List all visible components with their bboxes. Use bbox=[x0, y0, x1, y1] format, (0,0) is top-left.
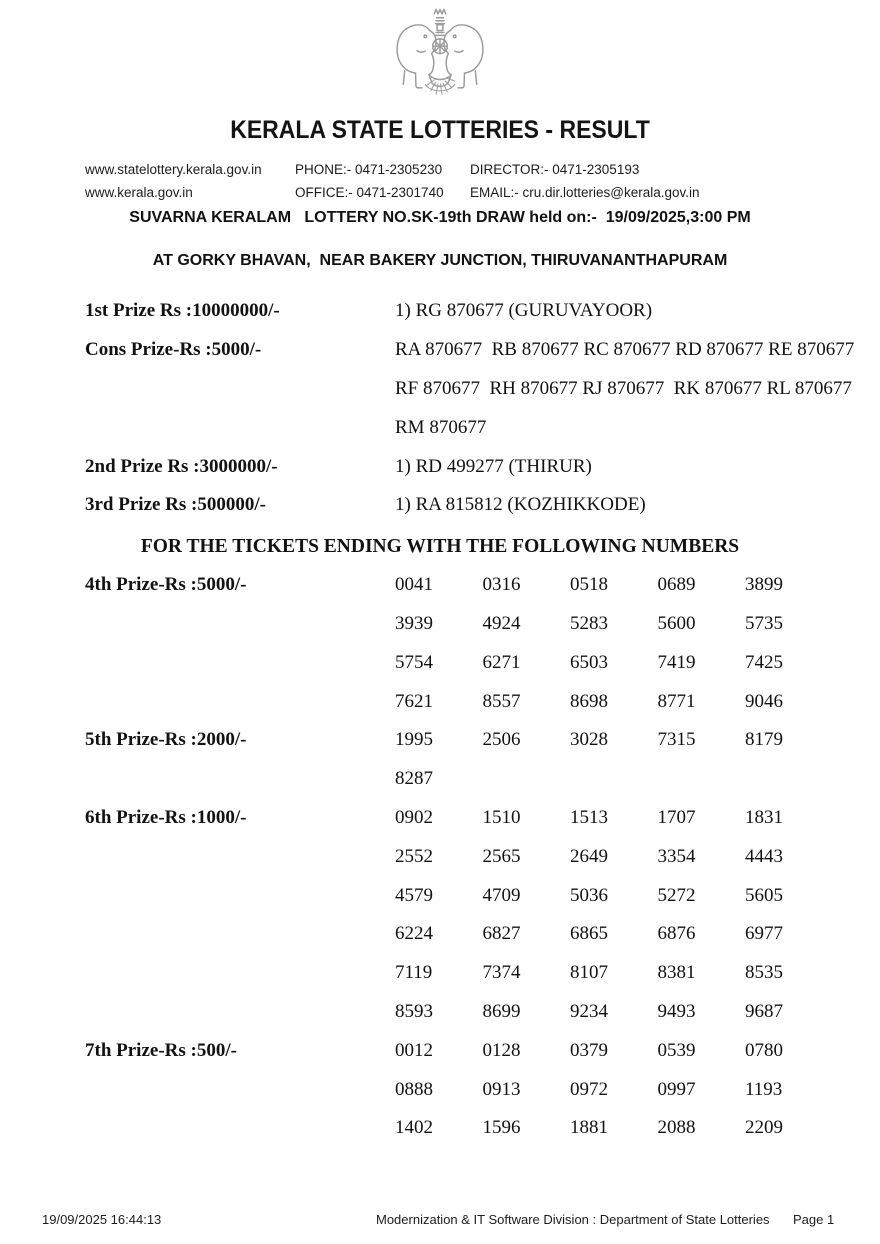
ticket-number: 3354 bbox=[657, 845, 696, 867]
footer-page-number: Page 1 bbox=[793, 1212, 835, 1227]
ticket-number: 1402 bbox=[395, 1117, 433, 1139]
footer-timestamp: 19/09/2025 16:44:13 bbox=[42, 1212, 162, 1227]
prize-value: 1) RG 870677 (GURUVAYOOR) bbox=[395, 300, 653, 322]
contact-item: EMAIL:- cru.dir.lotteries@kerala.gov.in bbox=[470, 185, 700, 200]
ticket-number: 8381 bbox=[657, 962, 696, 984]
ticket-number-row bbox=[395, 962, 833, 984]
prize-value: 1) RD 499277 (THIRUR) bbox=[395, 455, 592, 477]
ticket-number: 2209 bbox=[745, 1117, 783, 1139]
section-heading: FOR THE TICKETS ENDING WITH THE FOLLOWING NUMBERS bbox=[140, 535, 740, 557]
ticket-number: 0997 bbox=[657, 1078, 696, 1100]
ticket-number: 3899 bbox=[745, 574, 783, 596]
ticket-number: 5272 bbox=[657, 884, 696, 906]
ticket-number: 9046 bbox=[745, 690, 783, 712]
prize-value: RM 870677 bbox=[395, 416, 487, 438]
ticket-number: 0780 bbox=[745, 1039, 783, 1061]
ticket-number: 6865 bbox=[570, 923, 608, 945]
ticket-number: 9687 bbox=[745, 1000, 783, 1022]
ticket-number: 6827 bbox=[482, 923, 521, 945]
ticket-number: 6876 bbox=[657, 923, 696, 945]
ending-prize-row bbox=[85, 605, 880, 644]
ending-prize-row bbox=[85, 682, 880, 721]
contact-item: www.kerala.gov.in bbox=[85, 185, 193, 200]
ticket-number: 4443 bbox=[745, 845, 783, 867]
ending-prize-row bbox=[85, 566, 880, 605]
prize-value: RF 870677 RH 870677 RJ 870677 RK 870677 RL 870677 bbox=[395, 377, 852, 399]
ticket-number: 1513 bbox=[570, 806, 608, 828]
ticket-number: 5283 bbox=[570, 612, 608, 634]
ticket-number: 0888 bbox=[395, 1078, 433, 1100]
ending-prize-row bbox=[85, 799, 880, 838]
ticket-number: 8287 bbox=[395, 768, 433, 790]
ticket-number-row bbox=[395, 768, 833, 790]
ticket-number-row bbox=[395, 729, 833, 751]
ending-prize-row bbox=[85, 954, 880, 993]
prize-label: 5th Prize-Rs :2000/- bbox=[85, 729, 247, 751]
ticket-number: 0913 bbox=[482, 1078, 521, 1100]
ticket-number: 4709 bbox=[482, 884, 521, 906]
ending-prize-row bbox=[85, 1031, 880, 1070]
ticket-number: 2088 bbox=[657, 1117, 696, 1139]
ticket-number: 7315 bbox=[657, 729, 696, 751]
ending-prizes bbox=[0, 566, 880, 1148]
kerala-government-emblem bbox=[382, 6, 498, 106]
ticket-number-row bbox=[395, 1040, 833, 1062]
ticket-number: 8699 bbox=[482, 1000, 521, 1022]
ticket-number-row bbox=[395, 652, 833, 674]
ticket-number: 1596 bbox=[482, 1117, 521, 1139]
ticket-number: 5036 bbox=[570, 884, 608, 906]
ticket-number-row bbox=[395, 923, 833, 945]
ticket-number: 9234 bbox=[570, 1000, 608, 1022]
ticket-number: 7425 bbox=[745, 651, 783, 673]
top-prizes bbox=[0, 292, 880, 525]
prize-row bbox=[85, 292, 880, 331]
prize-label: Cons Prize-Rs :5000/- bbox=[85, 339, 262, 361]
ticket-number: 6977 bbox=[745, 923, 783, 945]
page-title: KERALA STATE LOTTERIES - RESULT bbox=[230, 116, 650, 144]
ticket-number-row bbox=[395, 1117, 833, 1139]
ticket-number: 0539 bbox=[657, 1039, 696, 1061]
ticket-number: 6271 bbox=[482, 651, 521, 673]
ending-prize-row bbox=[85, 915, 880, 954]
draw-info: SUVARNA KERALAM LOTTERY NO.SK-19th DRAW held on:- 19/09/2025,3:00 PM bbox=[129, 209, 751, 226]
ending-prize-row bbox=[85, 837, 880, 876]
ticket-number: 0128 bbox=[482, 1039, 521, 1061]
ticket-number: 8557 bbox=[482, 690, 521, 712]
ending-prize-row bbox=[85, 876, 880, 915]
ticket-number: 2565 bbox=[482, 845, 521, 867]
ticket-number: 5605 bbox=[745, 884, 783, 906]
prize-label: 7th Prize-Rs :500/- bbox=[85, 1039, 237, 1061]
ticket-number: 0902 bbox=[395, 806, 433, 828]
ticket-number: 6503 bbox=[570, 651, 608, 673]
prize-label: 6th Prize-Rs :1000/- bbox=[85, 806, 247, 828]
prize-row bbox=[85, 447, 880, 486]
ticket-number: 0316 bbox=[482, 574, 521, 596]
ticket-number: 0041 bbox=[395, 574, 433, 596]
ticket-number: 8179 bbox=[745, 729, 783, 751]
ticket-number-row bbox=[395, 574, 833, 596]
ticket-number: 1831 bbox=[745, 806, 783, 828]
ticket-number: 5735 bbox=[745, 612, 783, 634]
contact-block bbox=[0, 162, 880, 200]
ticket-number-row bbox=[395, 613, 833, 635]
ticket-number: 7621 bbox=[395, 690, 433, 712]
ticket-number: 9493 bbox=[657, 1000, 696, 1022]
contact-item: OFFICE:- 0471-2301740 bbox=[295, 185, 444, 200]
ticket-number: 8107 bbox=[570, 962, 608, 984]
prize-row bbox=[85, 408, 880, 447]
prize-label: 4th Prize-Rs :5000/- bbox=[85, 574, 247, 596]
prize-value: RA 870677 RB 870677 RC 870677 RD 870677 RE 870677 bbox=[395, 339, 855, 361]
prize-label: 3rd Prize Rs :500000/- bbox=[85, 494, 266, 516]
ticket-number: 0518 bbox=[570, 574, 608, 596]
prize-value: 1) RA 815812 (KOZHIKKODE) bbox=[395, 494, 646, 516]
ticket-number: 3939 bbox=[395, 612, 433, 634]
ticket-number: 2649 bbox=[570, 845, 608, 867]
ticket-number: 1881 bbox=[570, 1117, 608, 1139]
ticket-number: 2552 bbox=[395, 845, 433, 867]
ending-prize-row bbox=[85, 760, 880, 799]
ending-prize-row bbox=[85, 993, 880, 1032]
ticket-number: 2506 bbox=[482, 729, 521, 751]
contact-item: DIRECTOR:- 0471-2305193 bbox=[470, 162, 640, 177]
ticket-number-row bbox=[395, 846, 833, 868]
ticket-number: 8698 bbox=[570, 690, 608, 712]
prize-label: 1st Prize Rs :10000000/- bbox=[85, 300, 280, 322]
ticket-number: 1510 bbox=[482, 806, 521, 828]
ticket-number: 7119 bbox=[395, 962, 433, 984]
ending-prize-row bbox=[85, 643, 880, 682]
ticket-number: 1193 bbox=[745, 1078, 783, 1100]
ticket-number: 1995 bbox=[395, 729, 433, 751]
ending-prize-row bbox=[85, 1070, 880, 1109]
venue: AT GORKY BHAVAN, NEAR BAKERY JUNCTION, THIRUVANANTHAPURAM bbox=[152, 252, 728, 269]
ticket-number-row bbox=[395, 807, 833, 829]
ending-prize-row bbox=[85, 1109, 880, 1148]
ticket-number: 1707 bbox=[657, 806, 696, 828]
ticket-number: 0379 bbox=[570, 1039, 608, 1061]
emblem-container bbox=[0, 0, 880, 112]
prize-row bbox=[85, 486, 880, 525]
ticket-number: 5600 bbox=[657, 612, 696, 634]
ticket-number-row bbox=[395, 1001, 833, 1023]
ticket-number: 4924 bbox=[482, 612, 521, 634]
ticket-number: 4579 bbox=[395, 884, 433, 906]
ticket-number: 5754 bbox=[395, 651, 433, 673]
ticket-number: 7374 bbox=[482, 962, 521, 984]
ticket-number: 8771 bbox=[657, 690, 696, 712]
ticket-number: 8535 bbox=[745, 962, 783, 984]
ticket-number: 6224 bbox=[395, 923, 433, 945]
ticket-number: 8593 bbox=[395, 1000, 433, 1022]
ticket-number: 7419 bbox=[657, 651, 696, 673]
ticket-number-row bbox=[395, 1079, 833, 1101]
footer bbox=[0, 1212, 880, 1232]
ticket-number: 0012 bbox=[395, 1039, 433, 1061]
ticket-number: 3028 bbox=[570, 729, 608, 751]
prize-row bbox=[85, 331, 880, 370]
ticket-number: 0689 bbox=[657, 574, 696, 596]
contact-item: PHONE:- 0471-2305230 bbox=[295, 162, 443, 177]
ticket-number-row bbox=[395, 691, 833, 713]
contact-item: www.statelottery.kerala.gov.in bbox=[85, 162, 262, 177]
footer-division: Modernization & IT Software Division : Department of State Lotteries bbox=[376, 1212, 770, 1227]
ticket-number-row bbox=[395, 885, 833, 907]
ending-prize-row bbox=[85, 721, 880, 760]
prize-label: 2nd Prize Rs :3000000/- bbox=[85, 455, 278, 477]
ticket-number: 0972 bbox=[570, 1078, 608, 1100]
prize-row bbox=[85, 370, 880, 409]
